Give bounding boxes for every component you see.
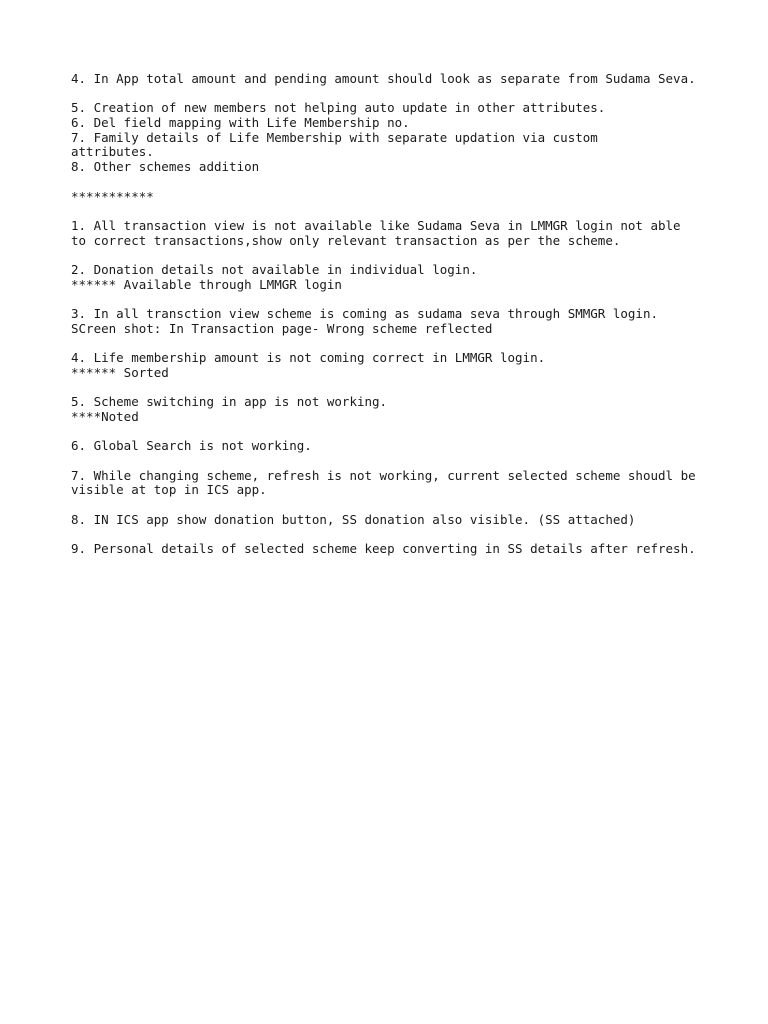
text-line: 9. Personal details of selected scheme keep converting in SS details after refresh. bbox=[71, 541, 696, 556]
text-line: ****Noted bbox=[71, 408, 139, 424]
text-line: 8. IN ICS app show donation button, SS donation also visible. (SS attached) bbox=[71, 511, 636, 527]
paragraph bbox=[71, 307, 711, 336]
paragraph-gap bbox=[71, 292, 711, 307]
paragraph bbox=[71, 439, 711, 454]
text-line: 6. Global Search is not working. bbox=[71, 438, 312, 454]
text-line: 5. Creation of new members not helping auto update in other attributes. bbox=[71, 100, 606, 116]
paragraph bbox=[71, 219, 711, 248]
paragraph-gap bbox=[71, 498, 711, 513]
text-line: 7. Family details of Life Membership with separate updation via custom bbox=[71, 129, 598, 145]
text-line: 4. In App total amount and pending amount should look as separate from Sudama Seva. bbox=[71, 71, 696, 86]
paragraph-gap bbox=[71, 380, 711, 395]
paragraph bbox=[71, 101, 711, 174]
text-line: 7. While changing scheme, refresh is not working, current selected scheme shoudl be bbox=[71, 467, 696, 483]
separator-line bbox=[71, 190, 711, 205]
paragraph-gap bbox=[71, 248, 711, 263]
text-line: attributes. bbox=[71, 144, 154, 160]
paragraph-gap bbox=[71, 425, 711, 440]
text-line: 6. Del field mapping with Life Membership no. bbox=[71, 115, 410, 131]
text-line: 8. Other schemes addition bbox=[71, 159, 260, 175]
text-line: ****** Sorted bbox=[71, 364, 169, 380]
paragraph-gap bbox=[71, 527, 711, 542]
paragraph bbox=[71, 513, 711, 528]
paragraph bbox=[71, 395, 711, 424]
text-line: 5. Scheme switching in app is not working. bbox=[71, 394, 388, 410]
paragraph-gap bbox=[71, 336, 711, 351]
paragraph bbox=[71, 469, 711, 498]
text-line: 1. All transaction view is not available like Sudama Seva in LMMGR login not able bbox=[71, 217, 681, 233]
document-text-body bbox=[71, 72, 711, 557]
paragraph-gap bbox=[71, 454, 711, 469]
paragraph-gap bbox=[71, 175, 711, 190]
paragraph-gap bbox=[71, 204, 711, 219]
paragraph bbox=[71, 263, 711, 292]
paragraph bbox=[71, 542, 711, 557]
text-line: visible at top in ICS app. bbox=[71, 482, 267, 498]
paragraph-gap bbox=[71, 87, 711, 102]
text-line: 2. Donation details not available in individual login. bbox=[71, 261, 478, 277]
paragraph bbox=[71, 72, 711, 87]
paragraph bbox=[71, 351, 711, 380]
text-line: 3. In all transction view scheme is coming as sudama seva through SMMGR login. bbox=[71, 306, 658, 321]
text-line: 4. Life membership amount is not coming correct in LMMGR login. bbox=[71, 350, 546, 366]
text-line: SCreen shot: In Transaction page- Wrong scheme reflected bbox=[71, 320, 493, 336]
text-line: to correct transactions,show only relevant transaction as per the scheme. bbox=[71, 232, 621, 248]
text-line: ****** Available through LMMGR login bbox=[71, 276, 342, 292]
text-line: *********** bbox=[71, 188, 154, 204]
